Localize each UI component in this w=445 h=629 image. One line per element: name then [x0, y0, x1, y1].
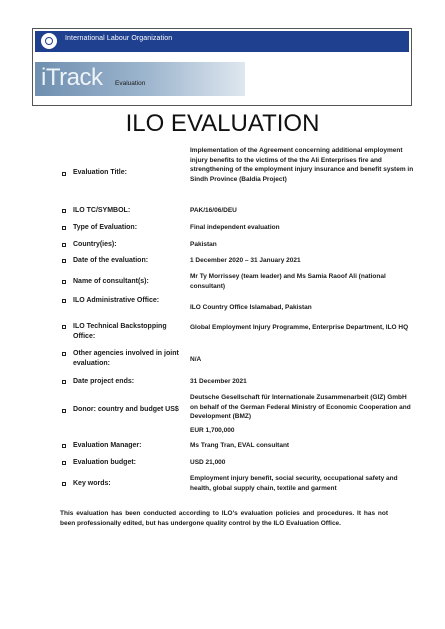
field-label: Date project ends:	[73, 378, 135, 385]
bullet-icon	[62, 226, 66, 230]
field-label: Date of the evaluation:	[73, 257, 149, 264]
banner-bottom	[35, 56, 409, 100]
field-value: Employment injury benefit, social security, occupational safety and health, global supply chain, textile and garment	[190, 475, 398, 492]
itrack-logo	[35, 62, 245, 96]
field-value: 1 December 2020 – 31 January 2021	[190, 257, 301, 264]
bullet-icon	[62, 172, 66, 176]
field-value: Global Employment Injury Programme, Enterprise Department, ILO HQ	[190, 324, 409, 331]
field-value: 31 December 2021	[190, 378, 247, 385]
field-value: PAK/16/06/DEU	[190, 207, 237, 214]
field-value: Implementation of the Agreement concerning additional employment injury benefits to the victims of the the Ali Enterprises fire and strengthening of the employment injury insurance and benefit system in Sindh Province (Baldia Project)	[190, 147, 414, 183]
bullet-icon	[62, 482, 66, 486]
field-value: Ms Trang Tran, EVAL consultant	[190, 442, 290, 449]
field-value: Mr Ty Morrissey (team leader) and Ms Samia Raoof Ali (national consultant)	[190, 273, 386, 290]
field-label: ILO Technical Backstopping Office:	[73, 323, 167, 340]
bullet-icon	[62, 325, 66, 329]
field-label: Key words:	[73, 480, 111, 487]
page-title: ILO EVALUATION	[125, 110, 320, 137]
bullet-icon	[62, 352, 66, 356]
bullet-icon	[62, 409, 66, 413]
field-label: Country(ies):	[73, 241, 117, 248]
itrack-banner	[32, 28, 412, 106]
field-value-budget: EUR 1,700,000	[190, 427, 235, 434]
field-value: Pakistan	[190, 241, 217, 248]
field-value: Final independent evaluation	[190, 224, 280, 231]
field-value: N/A	[190, 356, 202, 363]
itrack-wordmark: iTrack	[41, 64, 103, 91]
field-label: ILO TC/SYMBOL:	[73, 207, 131, 214]
bullet-icon	[62, 299, 66, 303]
field-value: ILO Country Office Islamabad, Pakistan	[190, 304, 312, 311]
field-label: Other agencies involved in joint evaluation:	[73, 350, 179, 367]
banner-top-bar	[35, 31, 409, 52]
field-value: USD 21,000	[190, 459, 226, 466]
field-label: Type of Evaluation:	[73, 224, 138, 231]
quality-note: This evaluation has been conducted according to ILO's evaluation policies and procedures. It has not been professionally edited, but has undergone quality control by the ILO Evaluation Office.	[60, 510, 388, 527]
bullet-icon	[62, 243, 66, 247]
bullet-icon	[62, 380, 66, 384]
bullet-icon	[62, 280, 66, 284]
field-label: Evaluation Title:	[73, 169, 127, 176]
banner-subtitle: Evaluation	[115, 80, 146, 87]
field-value: Deutsche Gesellschaft für Internationale Zusammenarbeit (GIZ) GmbH on behalf of the German Federal Ministry of Economic Cooperation and Development (BMZ)	[190, 394, 411, 420]
ilo-globe-icon	[41, 33, 57, 49]
field-label: Name of consultant(s):	[73, 278, 149, 285]
org-name: International Labour Organization	[65, 35, 173, 42]
bullet-icon	[62, 259, 66, 263]
field-label: Evaluation Manager:	[73, 442, 142, 449]
bullet-icon	[62, 444, 66, 448]
field-label: Evaluation budget:	[73, 459, 136, 466]
bullet-icon	[62, 461, 66, 465]
field-label: ILO Administrative Office:	[73, 297, 160, 304]
bullet-icon	[62, 209, 66, 213]
field-label: Donor: country and budget US$	[73, 406, 179, 413]
